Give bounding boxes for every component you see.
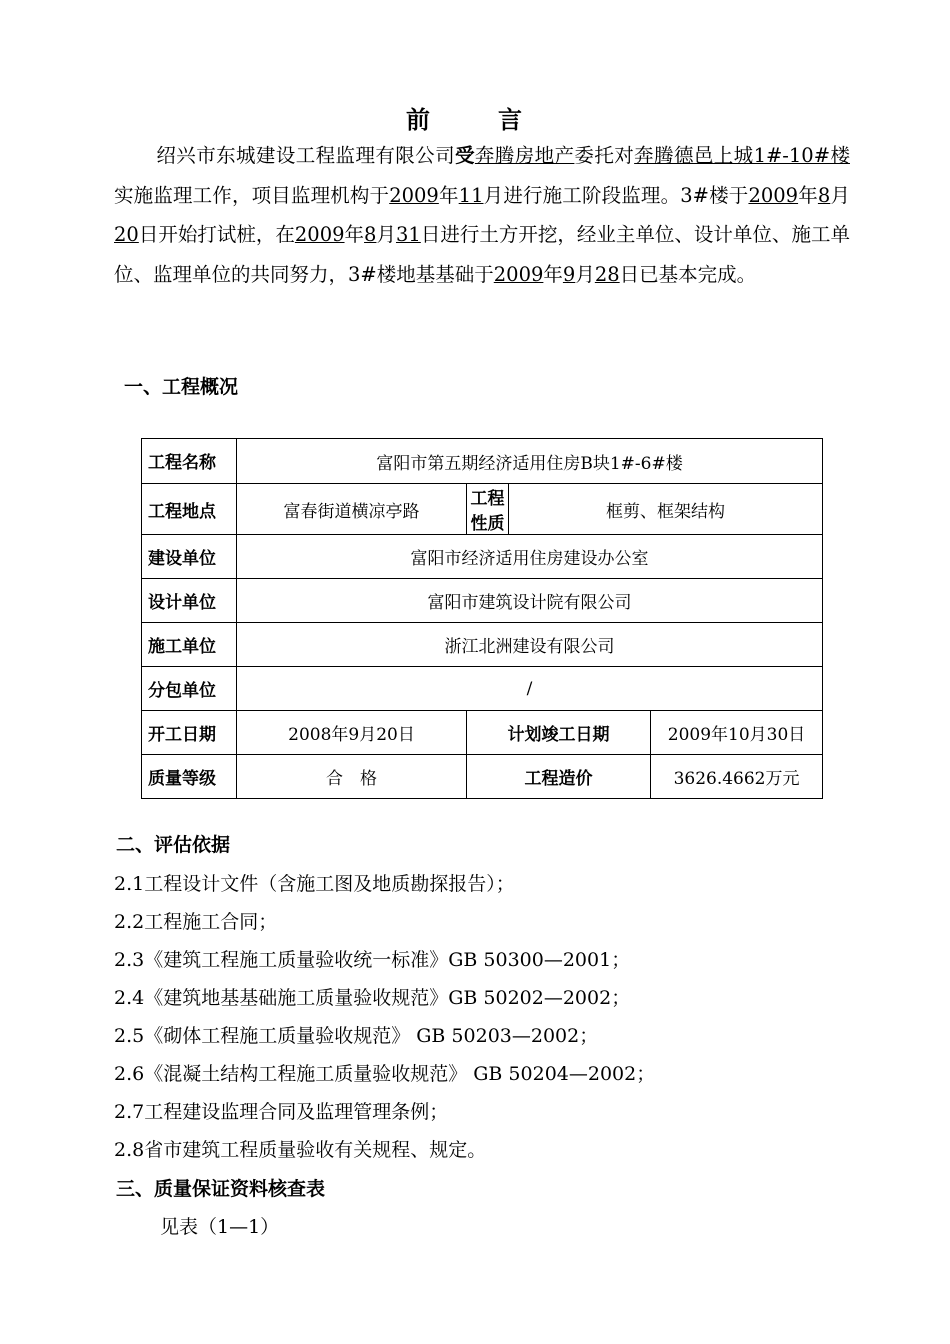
project-nature-value: 框剪、框架结构 — [509, 484, 823, 535]
table-row — [142, 579, 823, 623]
table-reference: 见表（1—1） — [160, 1216, 280, 1238]
basis-item: 2.7工程建设监理合同及监理管理条例； — [114, 1101, 449, 1123]
subcontract-unit-label: 分包单位 — [142, 667, 237, 711]
project-cost-label: 工程造价 — [467, 755, 651, 799]
planned-completion-value: 2009年10月30日 — [651, 711, 823, 755]
table-row — [142, 439, 823, 484]
project-info-table — [141, 438, 823, 799]
basis-item: 2.6《混凝土结构工程施工质量验收规范》 GB 50204—2002； — [114, 1063, 656, 1085]
start-date-value: 2008年9月20日 — [237, 711, 467, 755]
table-row — [142, 623, 823, 667]
basis-item: 2.8省市建筑工程质量验收有关规程、规定。 — [114, 1139, 487, 1161]
intro-paragraph: 绍兴市东城建设工程监理有限公司受奔腾房地产委托对奔腾德邑上城1#-10#楼实施监理工作，项目监理机构于2009年11月进行施工阶段监理。3#楼于2009年8月20日开始打试桩，在2009年8月31日进行土方开挖，经业主单位、设计单位、施工单位、监理单位的共同努力，3#楼地基基础于2009年9月28日已基本完成。 — [114, 144, 850, 286]
section-heading-basis: 二、评估依据 — [116, 834, 231, 856]
design-unit-label: 设计单位 — [142, 579, 237, 623]
section-heading-overview: 一、工程概况 — [124, 376, 239, 398]
owner-unit-label: 建设单位 — [142, 535, 237, 579]
project-name-label: 工程名称 — [142, 439, 237, 484]
table-row — [142, 667, 823, 711]
basis-item: 2.4《建筑地基基础施工质量验收规范》GB 50202—2002； — [114, 987, 631, 1009]
project-name-value: 富阳市第五期经济适用住房B块1#-6#楼 — [237, 439, 823, 484]
subcontract-unit-value: / — [237, 667, 823, 711]
basis-item: 2.5《砌体工程施工质量验收规范》 GB 50203—2002； — [114, 1025, 599, 1047]
project-nature-label: 工程性质 — [467, 484, 509, 535]
owner-unit-value: 富阳市经济适用住房建设办公室 — [237, 535, 823, 579]
design-unit-value: 富阳市建筑设计院有限公司 — [237, 579, 823, 623]
start-date-label: 开工日期 — [142, 711, 237, 755]
project-location-label: 工程地点 — [142, 484, 237, 535]
construction-unit-label: 施工单位 — [142, 623, 237, 667]
basis-item: 2.2工程施工合同； — [114, 911, 278, 933]
quality-grade-label: 质量等级 — [142, 755, 237, 799]
table-row — [142, 711, 823, 755]
quality-grade-value: 合 格 — [237, 755, 467, 799]
table-row — [142, 755, 823, 799]
table-row — [142, 484, 823, 535]
planned-completion-label: 计划竣工日期 — [467, 711, 651, 755]
project-location-value: 富春街道横凉亭路 — [237, 484, 467, 535]
project-cost-value: 3626.4662万元 — [651, 755, 823, 799]
construction-unit-value: 浙江北洲建设有限公司 — [237, 623, 823, 667]
basis-item: 2.1工程设计文件（含施工图及地质勘探报告）； — [114, 873, 515, 895]
section-heading-quality-docs: 三、质量保证资料核查表 — [116, 1178, 326, 1200]
page-title: 前 言 — [406, 106, 544, 134]
table-row — [142, 535, 823, 579]
basis-item: 2.3《建筑工程施工质量验收统一标准》GB 50300—2001； — [114, 949, 631, 971]
